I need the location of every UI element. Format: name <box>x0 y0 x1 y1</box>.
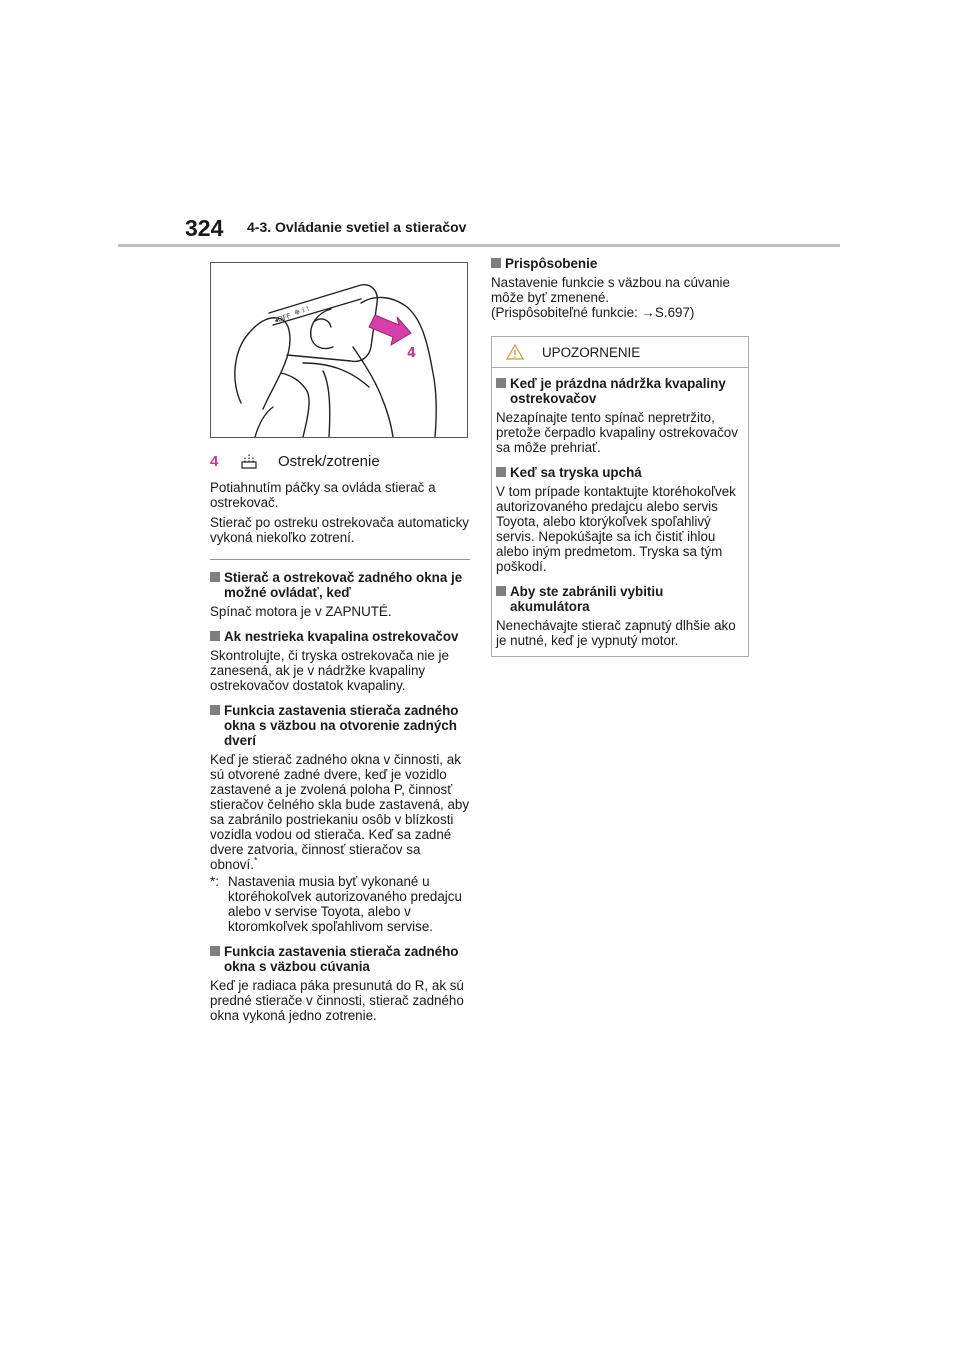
section-body: Skontrolujte, či tryska ostrekovača nie je zanesená, ak je v nádržke kvapaliny ostrekovačov dostatok kvapaliny. <box>210 648 449 693</box>
square-bullet-icon <box>491 258 501 268</box>
caution-item-heading-text: Keď sa tryska upchá <box>510 465 642 480</box>
section-heading-text: Funkcia zastavenia stierača zadného okna s väzbou na otvorenie zadných dverí <box>224 703 459 748</box>
warning-triangle-icon <box>506 344 524 360</box>
square-bullet-icon <box>496 467 506 477</box>
wiper-lever-figure <box>210 262 468 438</box>
section-heading <box>210 944 470 974</box>
washer-spray-icon <box>240 452 258 470</box>
customization-heading-text: Prispôsobenie <box>505 256 598 271</box>
section-heading-text: Ak nestrieka kvapalina ostrekovačov <box>224 629 459 644</box>
section-body: Keď je radiaca páka presunutá do R, ak sú predné stierače v činnosti, stierač zadného okna vykoná jedno zotrenie. <box>210 978 464 1023</box>
caution-box <box>491 336 749 657</box>
customization-link[interactable]: (Prispôsobiteľné funkcie: →S.697) <box>491 305 695 320</box>
intro-paragraph-2: Stierač po ostreku ostrekovača automaticky vykoná niekoľko zotrení. <box>210 515 470 545</box>
wiper-lever-illustration <box>211 263 467 437</box>
section-body-text: Keď je stierač zadného okna v činnosti, ak sú otvorené zadné dvere, keď je vozidlo zastavené a je zvolená poloha P, činnosť stieračov čelného skla bude zastavená, aby sa zabránilo postriekaniu osôb v blízkosti vozidla vodou od stierača. Keď sa zadné dvere zatvoria, činnosť stieračov sa obnoví. <box>210 752 470 872</box>
caution-body <box>492 368 748 648</box>
square-bullet-icon <box>210 705 220 715</box>
intro-paragraph-1: Potiahnutím páčky sa ovláda stierač a ostrekovač. <box>210 480 436 510</box>
customization-body: Nastavenie funkcie s väzbou na cúvanie môže byť zmenené. <box>491 275 730 305</box>
caution-item-heading-text: Keď je prázdna nádržka kvapaliny ostrekovačov <box>510 376 726 406</box>
caution-header <box>492 337 748 368</box>
section-title: 4-3. Ovládanie svetiel a stieračov <box>247 219 467 235</box>
footnote-text: Nastavenia musia byť vykonané u ktoréhokoľvek autorizovaného predajcu alebo v servise Toyota, alebo v ktoromkoľvek spoľahlivom servise. <box>228 874 462 934</box>
left-column <box>210 262 470 1023</box>
footnote <box>210 874 470 934</box>
section-heading <box>210 629 470 644</box>
right-column <box>491 256 751 657</box>
square-bullet-icon <box>210 572 220 582</box>
caution-item-heading-text: Aby ste zabránili vybitiu akumulátora <box>510 584 664 614</box>
square-bullet-icon <box>496 586 506 596</box>
section-heading <box>210 703 470 748</box>
customization-heading <box>491 256 751 271</box>
caution-item-heading <box>496 465 744 480</box>
caution-item-heading <box>496 376 744 406</box>
square-bullet-icon <box>496 378 506 388</box>
svg-text:⊕ ⟟ ⟟: ⊕ ⟟ ⟟ <box>293 304 311 317</box>
square-bullet-icon <box>210 631 220 641</box>
legend-number: 4 <box>210 452 219 470</box>
caution-title: UPOZORNENIE <box>542 344 641 360</box>
header-rule <box>118 244 840 247</box>
section-heading-text: Stierač a ostrekovač zadného okna je možné ovládať, keď <box>224 570 463 600</box>
section-heading-text: Funkcia zastavenia stierača zadného okna s väzbou cúvania <box>224 944 459 974</box>
footnote-mark: *: <box>210 874 219 889</box>
caution-item-body: Nenechávajte stierač zapnutý dlhšie ako je nutné, keď je vypnutý motor. <box>496 618 736 648</box>
section-heading <box>210 570 470 600</box>
square-bullet-icon <box>210 946 220 956</box>
footnote-reference: * <box>253 855 258 866</box>
figure-callout: 4 <box>407 346 417 361</box>
section-body: Spínač motora je v ZAPNUTÉ. <box>210 604 392 619</box>
caution-item-body: Nezapínajte tento spínač nepretržito, pretože čerpadlo kvapaliny ostrekovačov sa môže prehriať. <box>496 410 738 455</box>
section-divider <box>210 559 470 560</box>
svg-text:◂OFF: ◂OFF <box>273 312 292 325</box>
caution-item-body: V tom prípade kontaktujte ktoréhokoľvek autorizovaného predajcu alebo servis Toyota, alebo ktorýkoľvek spoľahlivý servis. Nepokúšajte sa ich čistiť ihlou alebo iným predmetom. Tryska sa tým poškodí. <box>496 484 736 574</box>
legend-row <box>210 450 470 472</box>
section-body <box>210 752 470 872</box>
caution-item-heading <box>496 584 744 614</box>
legend-label: Ostrek/zotrenie <box>278 452 380 470</box>
page-number: 324 <box>185 215 224 241</box>
